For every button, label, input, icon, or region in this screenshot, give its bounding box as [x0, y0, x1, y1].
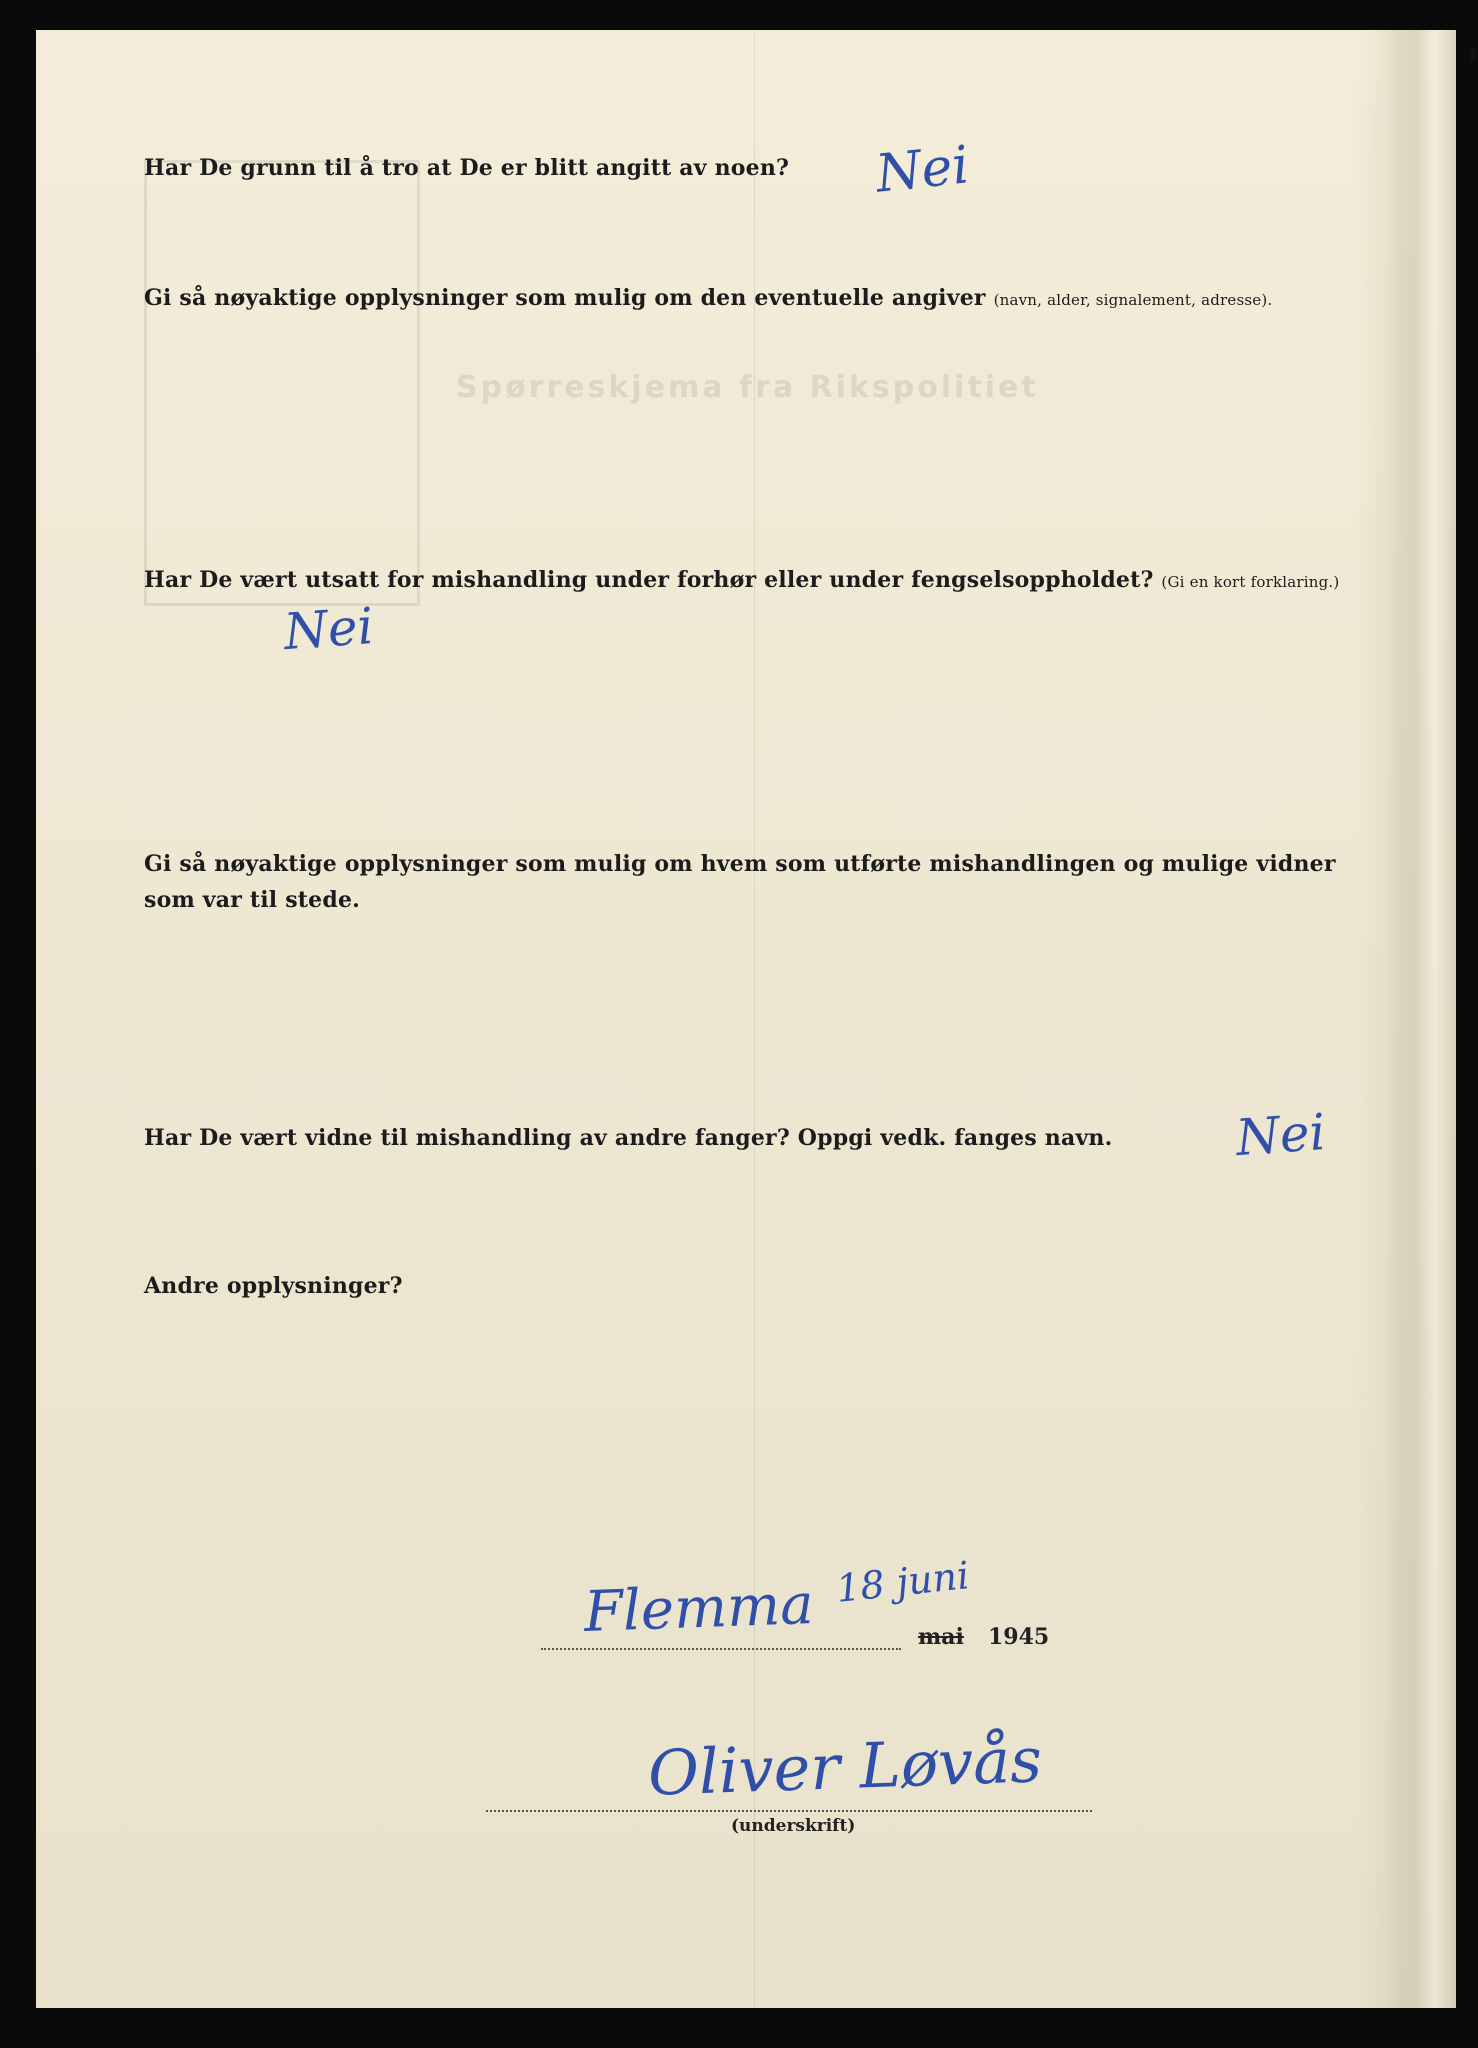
- bleed-through-stamp: [144, 160, 420, 606]
- answer-mistreatment: Nei: [282, 596, 376, 662]
- fold-line: [754, 30, 755, 2008]
- question-witness: [144, 1120, 1112, 1156]
- dateline-place: Flemma: [582, 1572, 815, 1645]
- dateline-day: 18 juni: [834, 1553, 972, 1611]
- question-perpetrators-line2: som var til stede.: [144, 887, 361, 913]
- question-perpetrators-line1: Gi så nøyaktige opplysninger som mulig om hvem som utførte mishandlingen og mulige vidner: [144, 851, 1336, 877]
- answer-witness: Nei: [1234, 1102, 1328, 1168]
- question-informer-details-text: Gi så nøyaktige opplysninger som mulig om den eventuelle angiver: [144, 285, 986, 311]
- question-mistreatment-note: (Gi en kort forklaring.): [1161, 573, 1340, 591]
- question-mistreatment: [144, 562, 1339, 600]
- question-perpetrators: [144, 846, 1336, 918]
- question-witness-text: Har De vært vidne til mishandling av andre fanger? Oppgi vedk. fanges navn.: [144, 1125, 1113, 1151]
- paper-edge: [1386, 30, 1456, 2008]
- question-mistreatment-text: Har De vært utsatt for mishandling under forhør eller under fengselsoppholdet?: [144, 567, 1154, 593]
- signature-handwritten: Oliver Løvås: [646, 1723, 1044, 1810]
- question-informer-details: [144, 280, 1272, 318]
- dateline-year: 1945: [988, 1624, 1050, 1650]
- scan-edge-mark: [1470, 48, 1476, 62]
- signature-dotted-line: [486, 1810, 1092, 1812]
- question-informer-text: Har De grunn til å tro at De er blitt angitt av noen?: [144, 155, 790, 181]
- question-informer-details-note: (navn, alder, signalement, adresse).: [993, 291, 1273, 309]
- signature-caption: (underskrift): [731, 1816, 856, 1836]
- dateline-dotted-line: [541, 1648, 901, 1650]
- document-page: [36, 30, 1456, 2008]
- dateline-month-struck: mai: [918, 1624, 964, 1650]
- answer-informer: Nei: [873, 135, 972, 205]
- question-other-info-text: Andre opplysninger?: [144, 1273, 403, 1299]
- question-other-info: [144, 1268, 403, 1304]
- question-informer: [144, 150, 789, 186]
- bleed-through-title: Spørreskjema fra Rikspolitiet: [456, 370, 1039, 405]
